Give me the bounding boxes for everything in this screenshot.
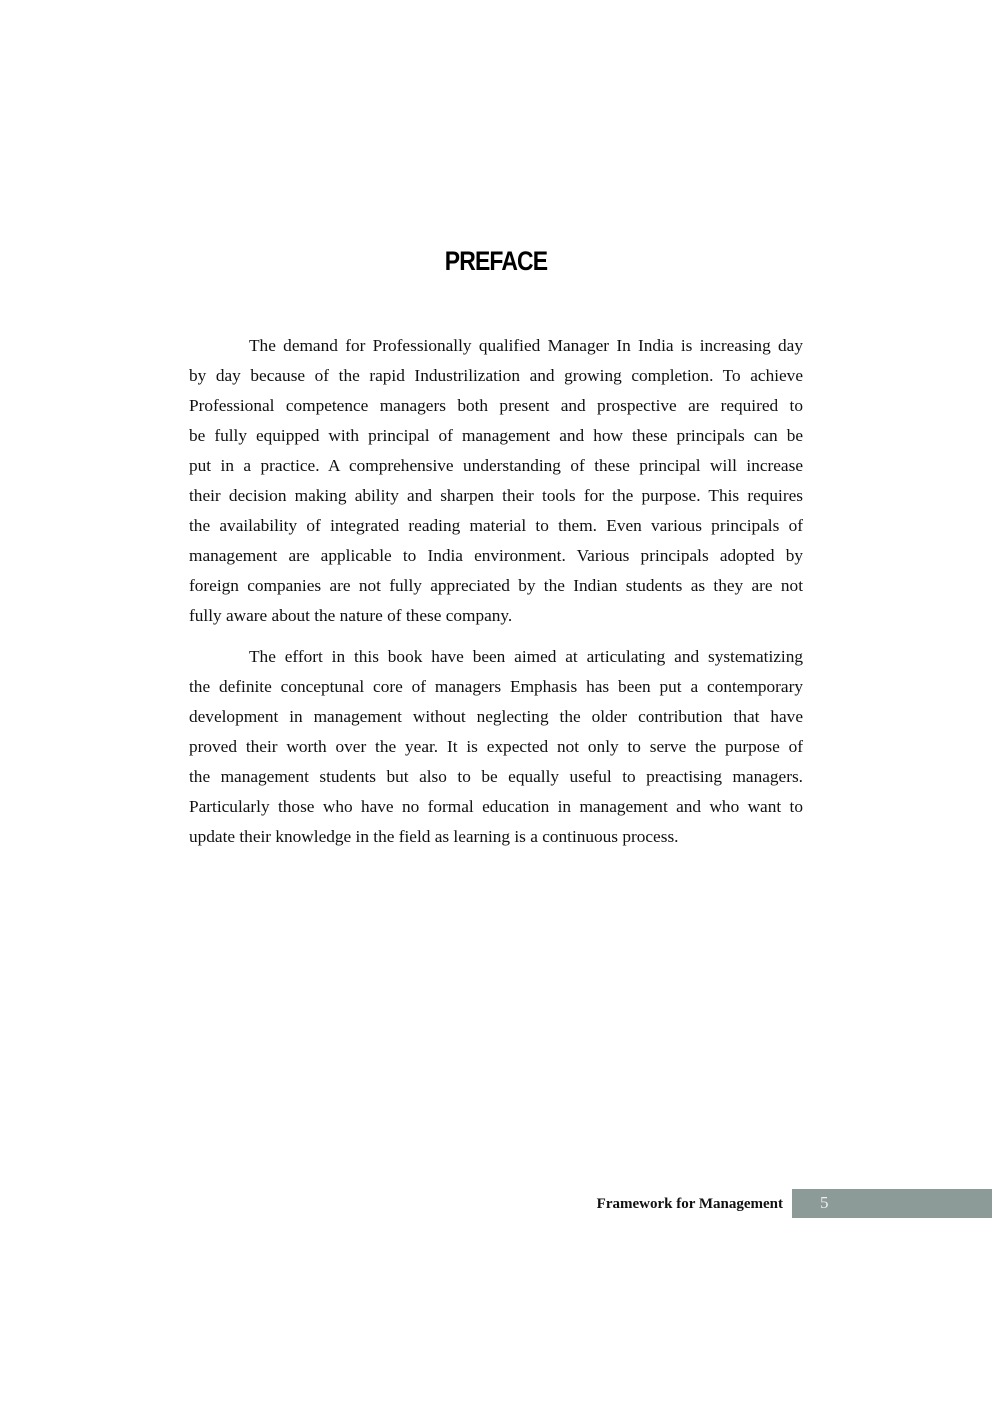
page-number: 5 [820, 1193, 829, 1212]
page-number-box [792, 1189, 992, 1218]
text-line: be fully equipped with principal of management and how these principals can be [189, 426, 803, 445]
text-line: the definite conceptunal core of managers Emphasis has been put a contemporary [189, 677, 803, 696]
text-line: management are applicable to India environment. Various principals adopted by [189, 546, 803, 565]
text-line: foreign companies are not fully appreciated by the Indian students as they are not [189, 576, 803, 595]
text-line: put in a practice. A comprehensive understanding of these principal will increase [189, 456, 803, 475]
footer-book-title: Framework for Management [596, 1196, 783, 1212]
text-line: The effort in this book have been aimed at articulating and systematizing [249, 647, 803, 666]
page-title: PREFACE [444, 246, 548, 276]
text-line: fully aware about the nature of these company. [189, 606, 513, 625]
text-line: The demand for Professionally qualified Manager In India is increasing day [249, 336, 803, 355]
text-line: Professional competence managers both present and prospective are required to [189, 396, 803, 415]
paragraph-2 [189, 642, 803, 852]
text-line: their decision making ability and sharpen their tools for the purpose. This requires [189, 486, 803, 505]
text-line: the availability of integrated reading material to them. Even various principals of [189, 516, 803, 535]
text-line: by day because of the rapid Industrilization and growing completion. To achieve [189, 366, 803, 385]
text-line: update their knowledge in the field as learning is a continuous process. [189, 827, 679, 846]
text-line: the management students but also to be equally useful to preactising managers. [189, 767, 803, 786]
paragraph-1 [189, 331, 803, 631]
text-line: development in management without neglecting the older contribution that have [189, 707, 803, 726]
text-line: Particularly those who have no formal education in management and who want to [189, 797, 803, 816]
text-line: proved their worth over the year. It is expected not only to serve the purpose of [189, 737, 803, 756]
